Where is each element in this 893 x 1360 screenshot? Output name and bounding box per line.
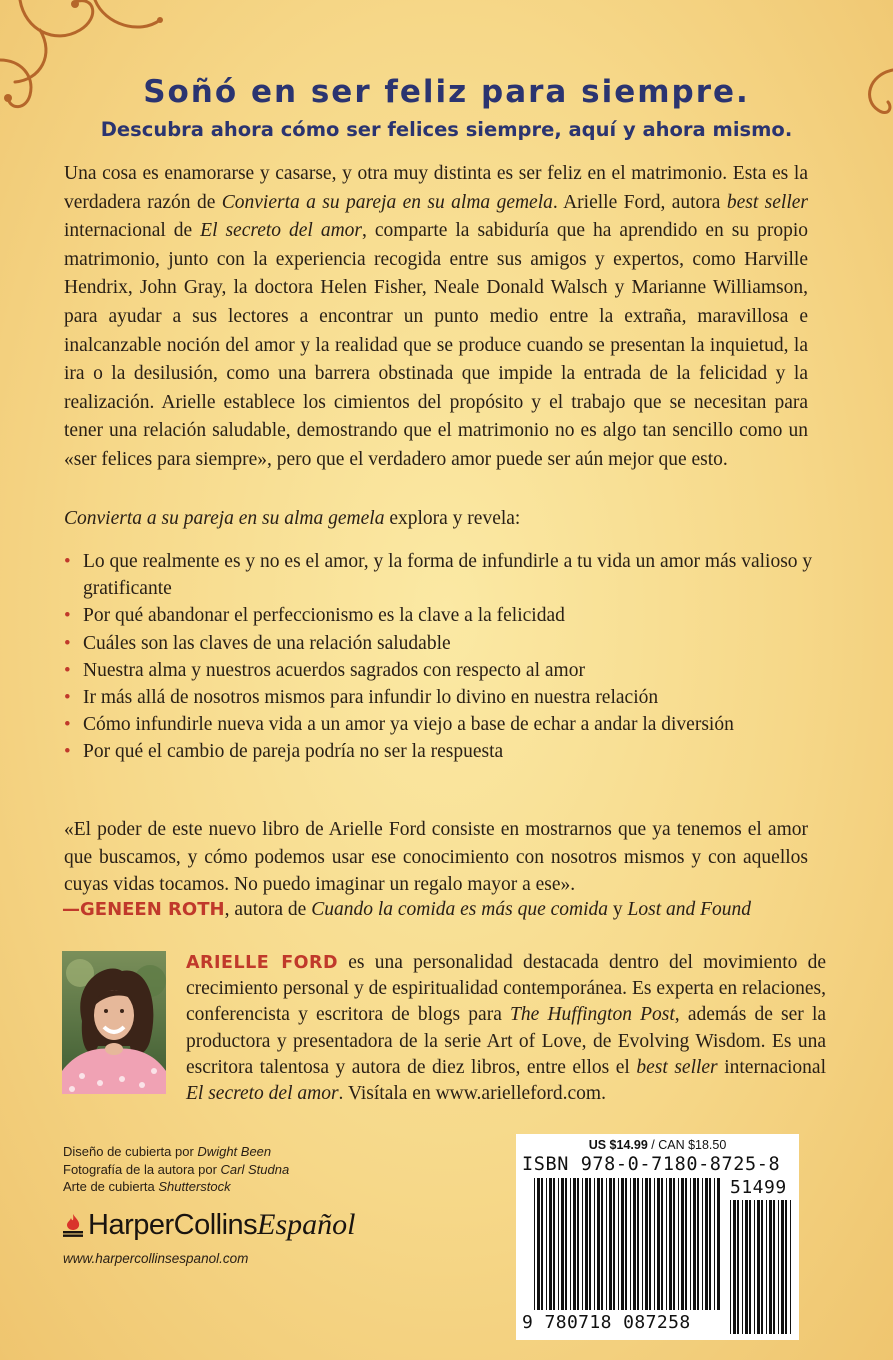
list-item: • Cómo infundirle nueva vida a un amor ya viejo a base de echar a andar la diversión [64, 711, 824, 738]
book-description: Una cosa es enamorarse y casarse, y otra muy distinta es ser feliz en el matrimonio. Esta es la verdadera razón de Convierta a su pareja en su alma gemela. Arielle Ford, autora best seller internacional de El secreto del amor, comparte la sabiduría que ha aprendido en su propio matrimonio, junto con la experiencia recogida entre sus amigos y expertos, como Harville Hendrix, John Gray, la doctora Helen Fisher, Neale Donald Walsch y Marianne Williamson, para ayudar a sus lectores a encontrar un punto medio entre la extraña, maravillosa e inalcanzable noción del amor y la realidad que se produce cuando se presentan la inquietud, la ira o la desilusión, como una barrera obstinada que impide la entrada de la felicidad y la realización. Arielle establece los cimientos del propósito y el trabajo que se necesitan para tener una relación saludable, demostrando que el matrimonio no es algo tan sencillo como un «ser felices para siempre», pero que el verdadero amor puede ser aún mejor que esto. [64, 163, 809, 470]
photo-credit: Fotografía de la autora por Carl Studna [63, 1161, 290, 1177]
price-addon-digits: 51499 [730, 1177, 787, 1198]
isbn-barcode [516, 1134, 799, 1340]
feature-list [64, 548, 824, 766]
headline: Soñó en ser feliz para siempre. [143, 74, 750, 110]
design-credit: Diseño de cubierta por Dwight Been [63, 1144, 272, 1159]
barcode-bars-icon [516, 1134, 799, 1340]
cover-credits [63, 1143, 289, 1196]
ean-digits: 9 780718 087258 [522, 1312, 691, 1333]
bullet-icon: • [64, 714, 71, 736]
bullet-icon: • [64, 551, 71, 572]
bullet-icon: • [64, 741, 71, 763]
bullet-icon: • [64, 632, 71, 654]
bullet-icon: • [64, 687, 71, 709]
bullet-icon: • [64, 659, 71, 681]
list-item: • Por qué abandonar el perfeccionismo es la clave a la felicidad [64, 602, 824, 629]
subheadline: Descubra ahora cómo ser felices siempre, aquí y ahora mismo. [100, 118, 793, 141]
publisher-logo [62, 1205, 356, 1245]
list-item: • Nuestra alma y nuestros acuerdos sagrados con respecto al amor [64, 657, 824, 684]
list-item: • Por qué el cambio de pareja podría no ser la respuesta [64, 738, 824, 765]
list-item: • Lo que realmente es y no es el amor, y la forma de infundirle a tu vida un amor más valioso y gratificante [64, 548, 824, 602]
endorsement-quote: «El poder de este nuevo libro de Arielle Ford consiste en mostrarnos que ya tenemos el amor que buscamos, y cómo podemos usar ese conocimiento con nosotros mismos y con aquellos cuyas vidas tocamos. No puedo imaginar un regalo mayor a ese». [64, 819, 808, 895]
author-photo [62, 951, 166, 1094]
fire-water-logo-icon [62, 1213, 84, 1237]
publisher-website: www.harpercollinsespanol.com [63, 1251, 249, 1266]
book-title-italic: Convierta a su pareja en su alma gemela [221, 191, 553, 213]
author-name: ARIELLE FORD [186, 953, 339, 973]
bullet-icon: • [64, 605, 71, 627]
price-label: US $14.99 / CAN $18.50 [588, 1138, 727, 1152]
bullet-intro: Convierta a su pareja en su alma gemela explora y revela: [64, 508, 521, 529]
list-item: • Ir más allá de nosotros mismos para infundir lo divino en nuestra relación [64, 684, 824, 711]
publisher-name: HarperCollins [88, 1208, 258, 1241]
quote-attribution: —GENEEN ROTH, autora de Cuando la comida es más que comida y Lost and Found [62, 899, 752, 920]
publisher-suffix: Español [257, 1208, 356, 1241]
author-portrait-icon [62, 951, 166, 1094]
author-bio: ARIELLE FORD es una personalidad destacada dentro del movimiento de crecimiento personal y de espiritualidad contemporánea. Es experta en relaciones, conferencista y escritora de blogs para The Huffington Post, además de ser la productora y presentadora de la serie Art of Love, de Evolving Wisdom. Es una escritora talentosa y autora de diez libros, entre ellos el best seller internacional El secreto del amor. Visítala en www.arielleford.com. [186, 952, 827, 1105]
art-credit: Arte de cubierta Shutterstock [63, 1179, 231, 1194]
isbn-number: ISBN 978-0-7180-8725-8 [522, 1154, 781, 1175]
quote-author: —GENEEN ROTH [62, 899, 225, 920]
list-item: • Cuáles son las claves de una relación saludable [64, 630, 824, 657]
